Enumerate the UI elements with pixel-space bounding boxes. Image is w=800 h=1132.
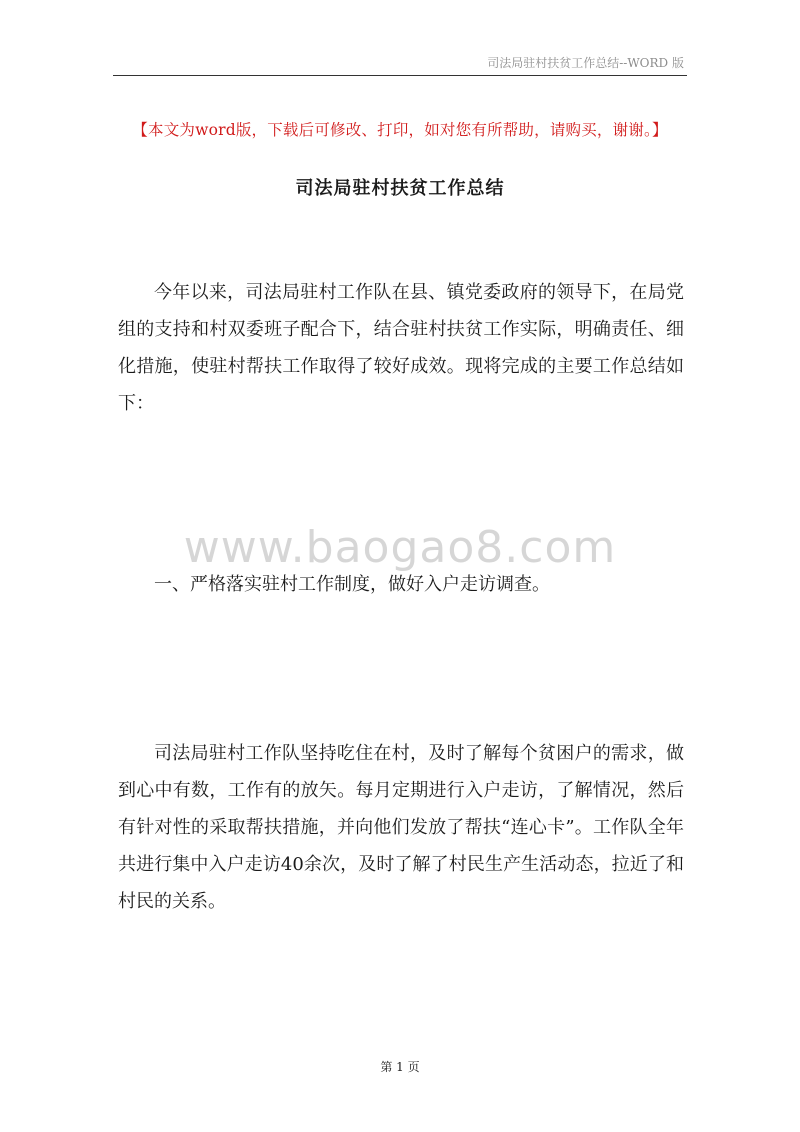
purchase-notice: 【本文为word版，下载后可修改、打印，如对您有所帮助，请购买，谢谢。】	[132, 121, 668, 139]
section-heading-1: 一、严格落实驻村工作制度，做好入户走访调查。	[154, 574, 550, 595]
watermark: www.baogao8.com	[183, 522, 617, 573]
intro-paragraph: 今年以来，司法局驻村工作队在县、镇党委政府的领导下，在局党组的支持和村双委班子配合下，结合驻村扶贫工作实际，明确责任、细化措施，使驻村帮扶工作取得了较好成效。现将完成的主要工作总结如下：	[118, 282, 684, 414]
page-number: 第 1 页	[380, 1060, 420, 1074]
section-1-paragraph: 司法局驻村工作队坚持吃住在村，及时了解每个贫困户的需求，做到心中有数，工作有的放矢。每月定期进行入户走访，了解情况，然后有针对性的采取帮扶措施，并向他们发放了帮扶“连心卡”。工作队全年共进行集中入户走访40余次，及时了解了村民生产生活动态，拉近了和村民的关系。	[118, 743, 684, 912]
header-divider	[113, 75, 687, 76]
document-title: 司法局驻村扶贫工作总结	[295, 178, 505, 199]
running-header: 司法局驻村扶贫工作总结--WORD 版	[487, 56, 684, 70]
